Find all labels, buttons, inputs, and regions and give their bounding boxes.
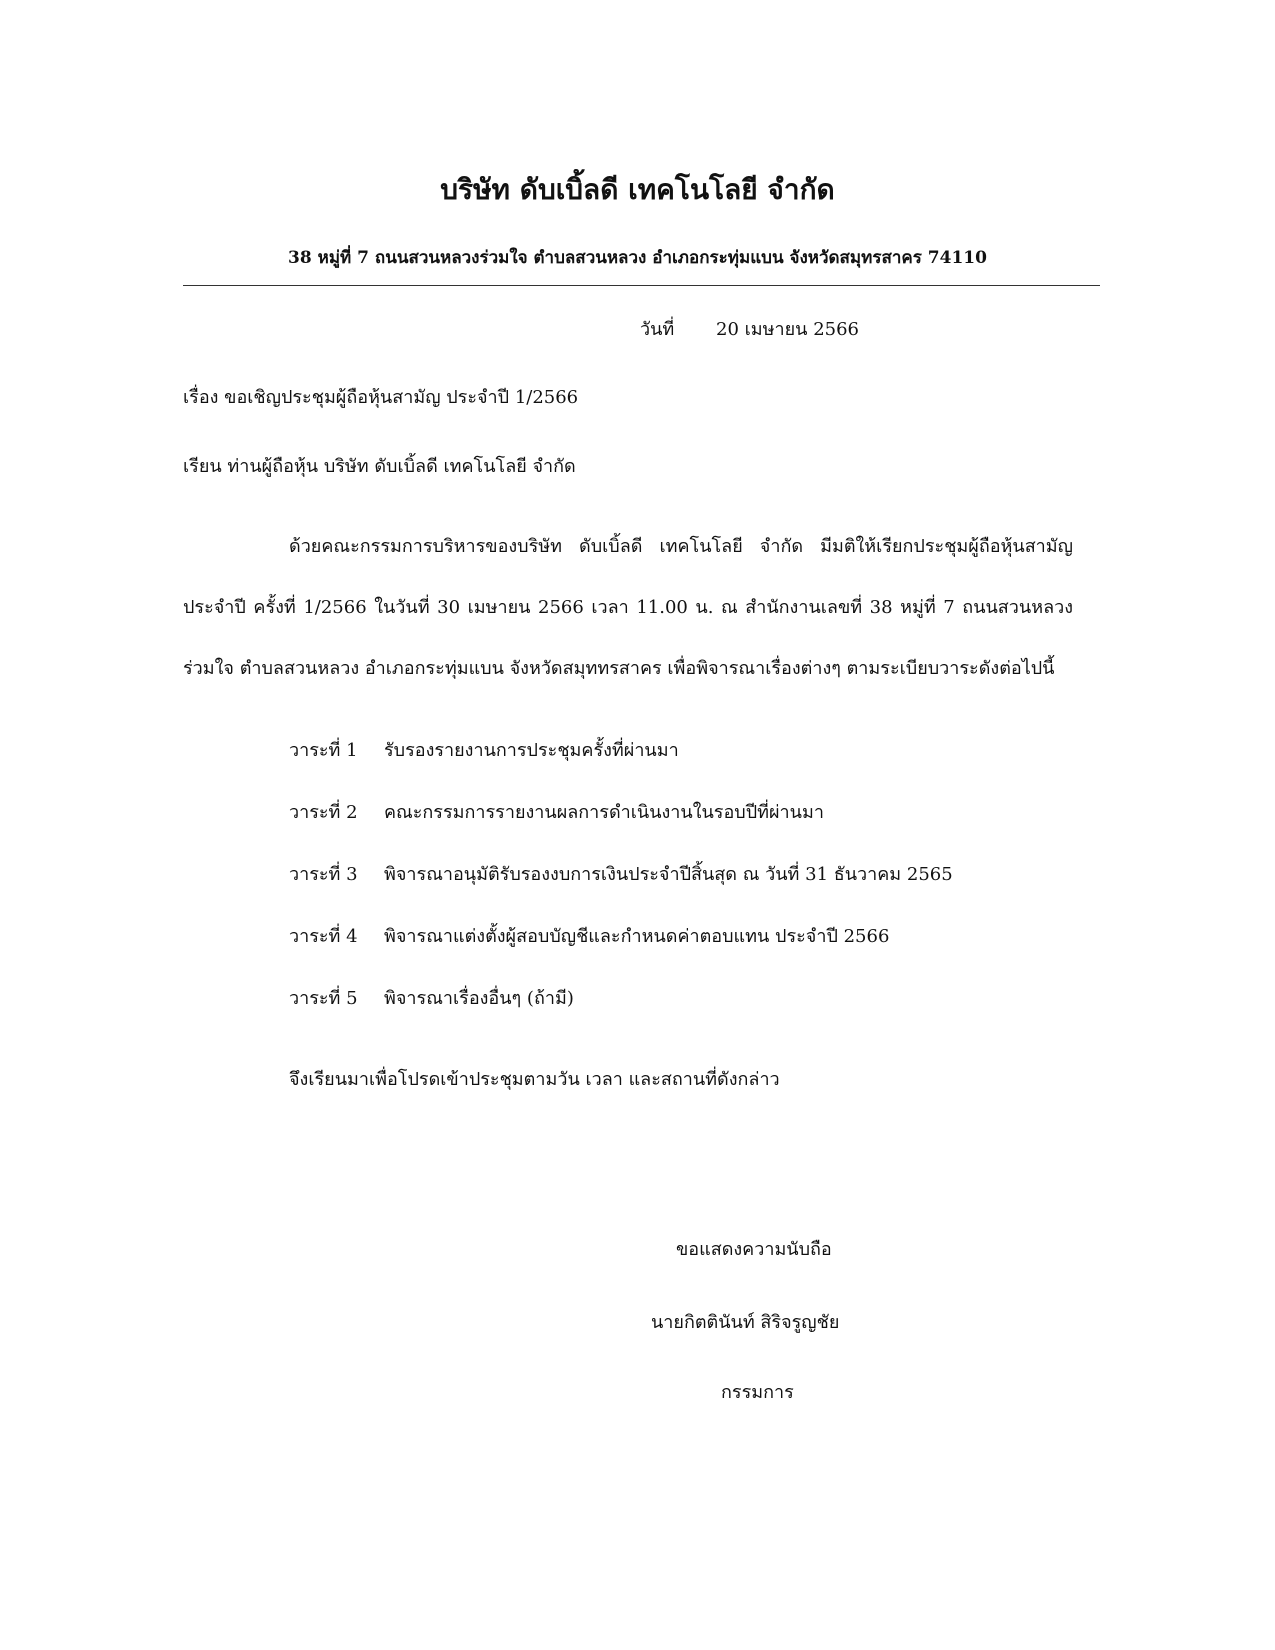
- agenda-text: คณะกรรมการรายงานผลการดำเนินงานในรอบปีที่ผ่านมา: [384, 802, 824, 823]
- company-address: 38 หมู่ที่ 7 ถนนสวนหลวงร่วมใจ ตำบลสวนหลวง อำเภอกระทุ่มแบน จังหวัดสมุทรสาคร 74110: [288, 248, 987, 268]
- agenda-item-4: [289, 921, 889, 950]
- date-value: 20 เมษายน 2566: [716, 319, 859, 340]
- signatory-position: กรรมการ: [721, 1382, 794, 1403]
- agenda-item-2: [289, 797, 824, 826]
- agenda-number: วาระที่ 1: [289, 740, 358, 761]
- agenda-item-5: [289, 983, 574, 1012]
- date-label: วันที่: [640, 319, 675, 340]
- company-name: บริษัท ดับเบิ้ลดี เทคโนโลยี จำกัด: [440, 173, 835, 206]
- agenda-text: พิจารณาอนุมัติรับรองงบการเงินประจำปีสิ้นสุด ณ วันที่ 31 ธันวาคม 2565: [384, 864, 953, 885]
- agenda-item-3: [289, 859, 953, 888]
- recipient-line: เรียน ท่านผู้ถือหุ้น บริษัท ดับเบิ้ลดี เทคโนโลยี จำกัด: [183, 456, 576, 477]
- invitation-paragraph: [183, 516, 1073, 699]
- subject-line: เรื่อง ขอเชิญประชุมผู้ถือหุ้นสามัญ ประจำปี 1/2566: [183, 387, 579, 408]
- closing-line: จึงเรียนมาเพื่อโปรดเข้าประชุมตามวัน เวลา และสถานที่ดังกล่าว: [289, 1069, 780, 1090]
- agenda-text: รับรองรายงานการประชุมครั้งที่ผ่านมา: [384, 740, 679, 761]
- signatory-name: นายกิตตินันท์ สิริจรูญชัย: [651, 1312, 840, 1333]
- agenda-item-1: [289, 735, 679, 764]
- signature-salutation: ขอแสดงความนับถือ: [676, 1239, 832, 1260]
- agenda-number: วาระที่ 4: [289, 926, 358, 947]
- agenda-number: วาระที่ 3: [289, 864, 358, 885]
- agenda-text: พิจารณาแต่งตั้งผู้สอบบัญชีและกำหนดค่าตอบแทน ประจำปี 2566: [384, 926, 890, 947]
- invitation-paragraph-text: ด้วยคณะกรรมการบริหารของบริษัท ดับเบิ้ลดี เทคโนโลยี จำกัด มีมติให้เรียกประชุมผู้ถือหุ้นสามัญประจำปี ครั้งที่ 1/2566 ในวันที่ 30 เมษายน 2566 เวลา 11.00 น. ณ สำนักงานเลขที่ 38 หมู่ที่ 7 ถนนสวนหลวงร่วมใจ ตำบลสวนหลวง อำเภอกระทุ่มแบน จังหวัดสมุททรสาคร เพื่อพิจารณาเรื่องต่างๆ ตามระเบียบวาระดังต่อไปนี้: [183, 536, 1073, 679]
- agenda-text: พิจารณาเรื่องอื่นๆ (ถ้ามี): [384, 988, 574, 1009]
- agenda-number: วาระที่ 5: [289, 988, 358, 1009]
- agenda-number: วาระที่ 2: [289, 802, 358, 823]
- header-divider: [183, 285, 1100, 286]
